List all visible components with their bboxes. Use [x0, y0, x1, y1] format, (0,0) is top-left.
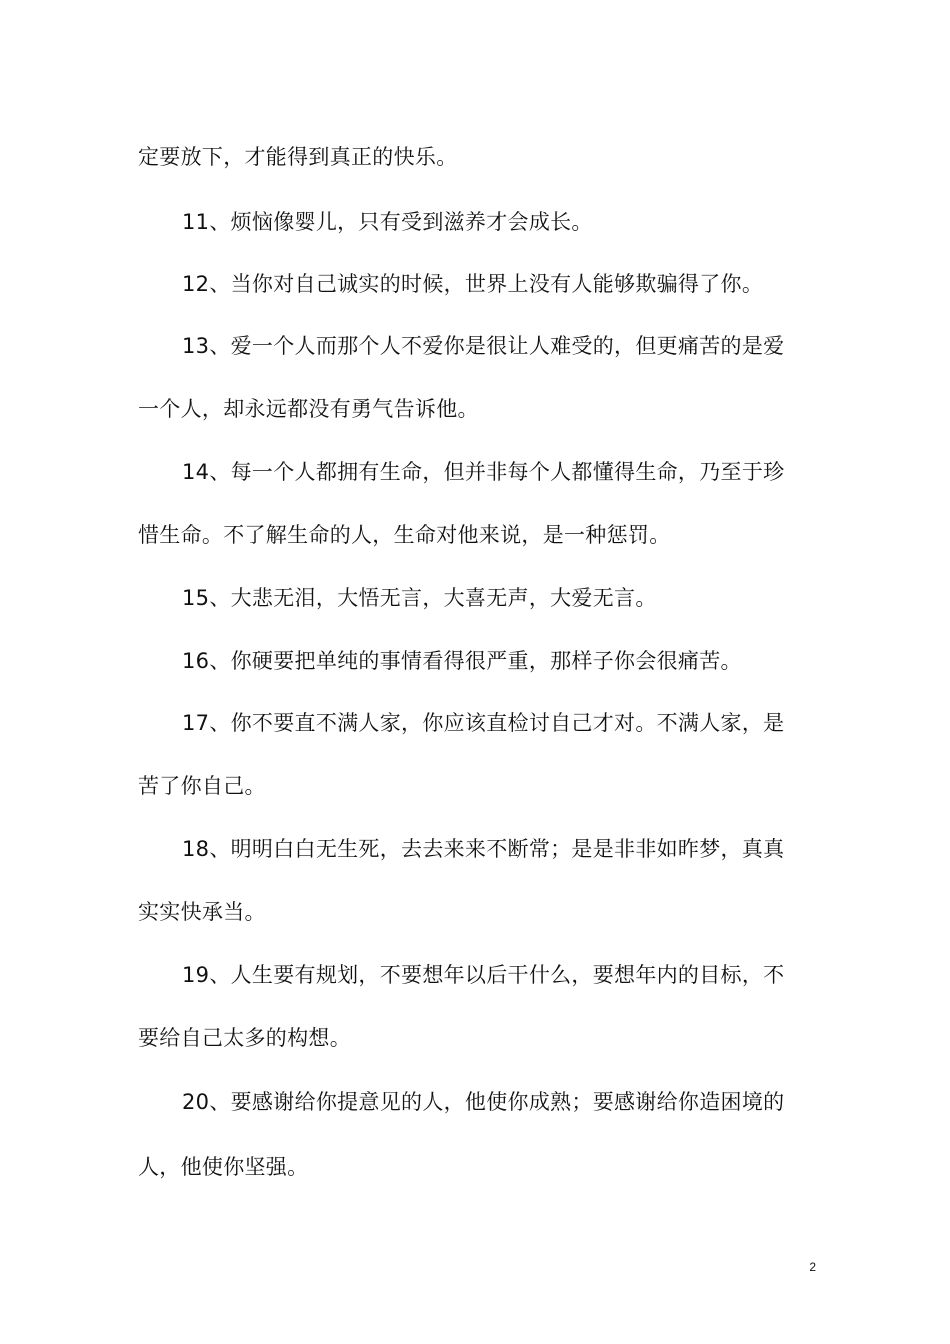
paragraph-line: 一个人，却永远都没有勇气告诉他。 — [138, 397, 479, 421]
paragraph-line: 18、明明白白无生死，去去来来不断常；是是非非如昨梦，真真 — [182, 837, 785, 861]
paragraph-line: 13、爱一个人而那个人不爱你是很让人难受的，但更痛苦的是爱 — [182, 334, 785, 358]
paragraph-line: 14、每一个人都拥有生命，但并非每个人都懂得生命，乃至于珍 — [182, 460, 785, 484]
paragraph-line: 12、当你对自己诚实的时候，世界上没有人能够欺骗得了你。 — [182, 272, 764, 296]
paragraph-line: 定要放下，才能得到真正的快乐。 — [138, 145, 458, 169]
paragraph-line: 要给自己太多的构想。 — [138, 1026, 351, 1050]
paragraph-line: 15、大悲无泪，大悟无言，大喜无声，大爱无言。 — [182, 586, 657, 610]
paragraph-line: 实实快承当。 — [138, 900, 266, 924]
paragraph-line: 17、你不要直不满人家，你应该直检讨自己才对。不满人家，是 — [182, 711, 785, 735]
paragraph-line: 人，他使你坚强。 — [138, 1155, 309, 1179]
paragraph-line: 苦了你自己。 — [138, 774, 266, 798]
paragraph-line: 惜生命。不了解生命的人，生命对他来说，是一种惩罚。 — [138, 523, 671, 547]
paragraph-line: 20、要感谢给你提意见的人，他使你成熟；要感谢给你造困境的 — [182, 1090, 785, 1114]
paragraph-line: 16、你硬要把单纯的事情看得很严重，那样子你会很痛苦。 — [182, 649, 742, 673]
paragraph-line: 19、人生要有规划，不要想年以后干什么，要想年内的目标，不 — [182, 963, 785, 987]
page-number: 2 — [809, 1260, 816, 1274]
paragraph-line: 11、烦恼像婴儿，只有受到滋养才会成长。 — [182, 210, 593, 234]
